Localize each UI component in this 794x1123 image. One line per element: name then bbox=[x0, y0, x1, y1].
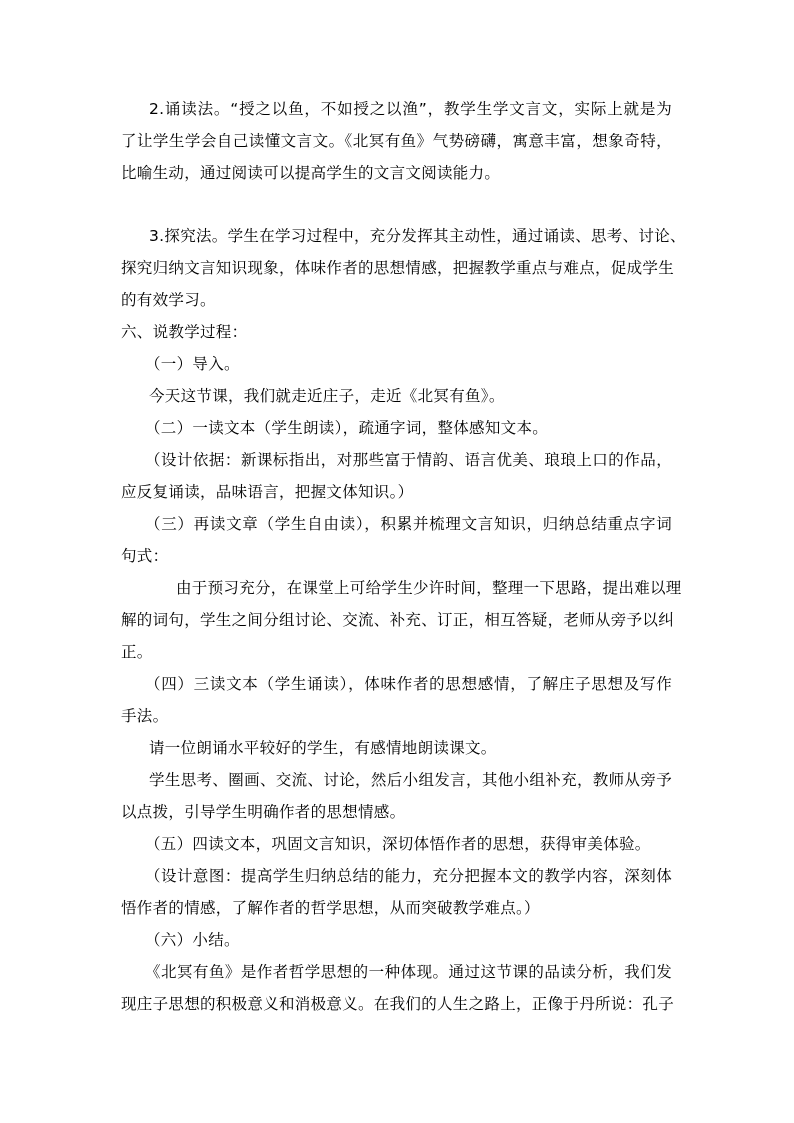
paragraph-line: 比喻生动，通过阅读可以提高学生的文言文阅读能力。 bbox=[121, 164, 501, 182]
paragraph-line: 句式： bbox=[121, 547, 169, 565]
subsection-heading: （四）三读文本（学生诵读），体味作者的思想感情，了解庄子思想及写作 bbox=[145, 675, 672, 693]
paragraph-line: 现庄子思想的积极意义和消极意义。在我们的人生之路上，正像于丹所说：孔子 bbox=[121, 995, 675, 1013]
paragraph-line: 今天这节课，我们就走近庄子，走近《北冥有鱼》。 bbox=[149, 387, 505, 405]
paragraph-line: 探究归纳文言知识现象，体味作者的思想情感，把握教学重点与难点，促成学生 bbox=[121, 259, 675, 277]
subsection-heading: （五）四读文本，巩固文言知识，深切体悟作者的思想，获得审美体验。 bbox=[145, 835, 651, 853]
subsection-heading: （三）再读文章（学生自由读），积累并梳理文言知识，归纳总结重点字词 bbox=[145, 515, 672, 533]
paragraph-line: 《北冥有鱼》是作者哲学思想的一种体现。通过这节课的品读分析，我们发 bbox=[145, 963, 672, 981]
paragraph-line: 了让学生学会自己读懂文言文。《北冥有鱼》气势磅礴，寓意丰富，想象奇特， bbox=[121, 132, 672, 150]
paragraph-line: 3.探究法。学生在学习过程中，充分发挥其主动性，通过诵读、思考、讨论、 bbox=[149, 227, 686, 245]
subsection-heading: （二）一读文本（学生朗读），疏通字词，整体感知文本。 bbox=[145, 419, 549, 437]
paragraph-line: 正。 bbox=[121, 643, 153, 661]
paragraph-line: （设计意图：提高学生归纳总结的能力，充分把握本文的教学内容，深刻体 bbox=[145, 867, 672, 885]
subsection-heading: （六）小结。 bbox=[145, 931, 240, 949]
paragraph-line: 悟作者的情感，了解作者的哲学思想，从而突破教学难点。） bbox=[121, 899, 540, 917]
paragraph-line: 解的词句，学生之间分组讨论、交流、补充、订正，相互答疑，老师从旁予以纠 bbox=[121, 611, 675, 629]
paragraph-line: 2.诵读法。“授之以鱼，不如授之以渔”，教学生学文言文，实际上就是为 bbox=[149, 100, 672, 118]
paragraph-line: 的有效学习。 bbox=[121, 291, 216, 309]
paragraph-line: 手法。 bbox=[121, 707, 169, 725]
paragraph-line: 由于预习充分，在课堂上可给学生少许时间，整理一下思路，提出难以理 bbox=[176, 579, 682, 597]
subsection-heading: （一）导入。 bbox=[145, 355, 240, 373]
paragraph-line: 应反复诵读，品味语言，把握文体知识。） bbox=[121, 483, 414, 501]
paragraph-line: 学生思考、圈画、交流、讨论，然后小组发言，其他小组补充，教师从旁予 bbox=[149, 771, 672, 789]
paragraph-line: 请一位朗诵水平较好的学生，有感情地朗读课文。 bbox=[149, 739, 497, 757]
paragraph-line: 以点拨，引导学生明确作者的思想情感。 bbox=[121, 803, 406, 821]
paragraph-line: （设计依据：新课标指出，对那些富于情韵、语言优美、琅琅上口的作品， bbox=[145, 451, 672, 469]
section-heading: 六、说教学过程： bbox=[121, 323, 248, 341]
